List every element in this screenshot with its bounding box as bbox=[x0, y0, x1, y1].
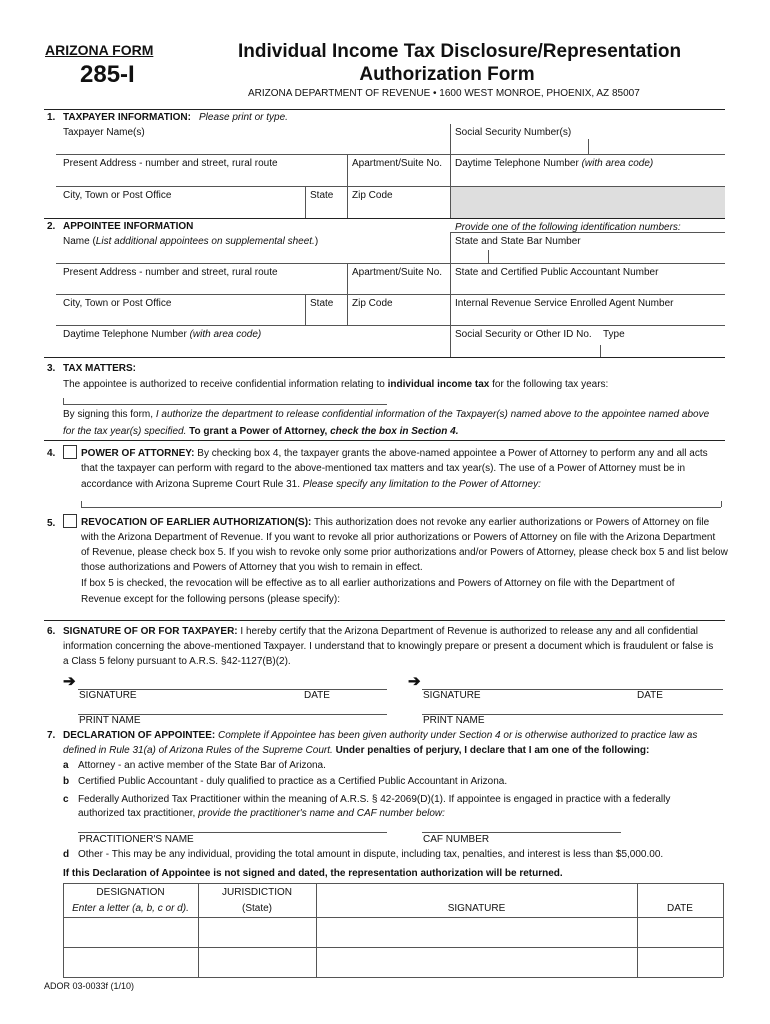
shaded-area bbox=[451, 186, 725, 218]
section-1-number: 1. bbox=[47, 112, 56, 123]
option-c-text-1: Federally Authorized Tax Practitioner within the meaning of A.R.S. § 42-2069(D)(1). If appointee is engaged in practice with a federally bbox=[78, 794, 671, 805]
taxpayer-zip-label: Zip Code bbox=[352, 190, 393, 201]
section-1-heading: TAXPAYER INFORMATION: bbox=[63, 112, 191, 123]
section-7-text-1: DECLARATION OF APPOINTEE: Complete if Appointee has been given authority under Section 4 or is otherwise authorized to practice law as bbox=[63, 730, 698, 741]
option-d-text: Other - This may be any individual, providing the total amount in dispute, including tax, penalties, and interest is less than $5,000.00. bbox=[78, 849, 664, 860]
signature-label-1: SIGNATURE bbox=[79, 690, 137, 701]
form-name: ARIZONA FORM bbox=[45, 42, 154, 58]
tax-years-line[interactable] bbox=[63, 404, 387, 405]
taxpayer-address-label: Present Address - number and street, rural route bbox=[63, 158, 278, 169]
irs-agent-label: Internal Revenue Service Enrolled Agent Number bbox=[455, 298, 674, 309]
section-7-text-2: defined in Rule 31(a) of Arizona Rules of the Supreme Court. Under penalties of perjury, I declare that I am one of the following: bbox=[63, 745, 650, 756]
print-name-label-2: PRINT NAME bbox=[423, 715, 485, 726]
section-3-number: 3. bbox=[47, 363, 56, 374]
section-7-number: 7. bbox=[47, 730, 56, 741]
col-designation-note: Enter a letter (a, b, c or d). bbox=[72, 903, 189, 914]
section-6-text-2: information concerning the above-mentioned Taxpayer. I understand that to knowingly prepare or present a document which is fraudulent or false is bbox=[63, 641, 714, 652]
section-6-text-3: a Class 5 felony pursuant to A.R.S. §42-1127(B)(2). bbox=[63, 656, 291, 667]
appointee-name-label: Name (List additional appointees on supplemental sheet.) bbox=[63, 236, 319, 247]
section-5-text-4: those authorizations and Powers of Attorney that you wish to remain in effect. bbox=[81, 562, 423, 573]
id-type-label: Type bbox=[603, 329, 625, 340]
section-2-heading: APPOINTEE INFORMATION bbox=[63, 221, 194, 232]
col-jurisdiction-note: (State) bbox=[241, 903, 272, 914]
taxpayer-apt-label: Apartment/Suite No. bbox=[352, 158, 443, 169]
authorization-text-2: for the tax year(s) specified. To grant a Power of Attorney, check the box in Section 4. bbox=[63, 426, 459, 437]
practitioner-name-line[interactable] bbox=[78, 832, 387, 833]
signature-arrow-icon: ➔ bbox=[408, 673, 421, 690]
caf-number-line[interactable] bbox=[422, 832, 621, 833]
section-5-number: 5. bbox=[47, 518, 56, 529]
option-b-letter: b bbox=[63, 776, 70, 787]
section-4-number: 4. bbox=[47, 448, 56, 459]
bar-number-label: State and State Bar Number bbox=[455, 236, 581, 247]
date-label-2: DATE bbox=[637, 690, 663, 701]
section-5-text-6: Revenue except for the following persons (please specify): bbox=[81, 594, 341, 605]
form-title-line2: Authorization Form bbox=[359, 64, 535, 85]
section-4-text-2: that the taxpayer can perform with regard to the above-mentioned tax matters and tax year(s). The use of a Power of Attorney must be in bbox=[81, 463, 686, 474]
power-of-attorney-checkbox[interactable] bbox=[63, 445, 77, 459]
taxpayer-phone-label: Daytime Telephone Number (with area code) bbox=[455, 158, 654, 169]
section-5-text-3: of Revenue, please check box 5. If you wish to revoke only some prior authorizations and/or Powers of Attorney, please check box 5 and list below bbox=[81, 547, 728, 558]
section-6-text-1: SIGNATURE OF OR FOR TAXPAYER: I hereby certify that the Arizona Department of Revenue is authorized to release any and all confidential bbox=[63, 626, 698, 637]
ssn-other-label: Social Security or Other ID No. bbox=[455, 329, 592, 340]
section-4-text-3: accordance with Arizona Supreme Court Rule 31. Please specify any limitation to the Power of Attorney: bbox=[81, 479, 541, 490]
section-5-text-1: REVOCATION OF EARLIER AUTHORIZATION(S): This authorization does not revoke any earlier authorizations or Powers of Attorney on file bbox=[81, 517, 710, 528]
section-5-text-5: If box 5 is checked, the revocation will be effective as to all earlier authorizations and Powers of Attorney on file with the Department of bbox=[81, 578, 675, 589]
col-designation-header: DESIGNATION bbox=[96, 887, 165, 898]
section-5-text-2: with the Arizona Department of Revenue. If you want to revoke all prior authorizations or Powers of Attorney on file with the Arizona Department bbox=[81, 532, 716, 543]
option-a-text: Attorney - an active member of the State Bar of Arizona. bbox=[78, 760, 326, 771]
appointee-address-label: Present Address - number and street, rural route bbox=[63, 267, 278, 278]
option-a-letter: a bbox=[63, 760, 69, 771]
section-4-text-1: POWER OF ATTORNEY: By checking box 4, the taxpayer grants the above-named appointee a Power of Attorney to perform any and all acts bbox=[81, 448, 708, 459]
col-signature-header: SIGNATURE bbox=[447, 903, 506, 914]
section-2-number: 2. bbox=[47, 221, 56, 232]
caf-number-label: CAF NUMBER bbox=[423, 834, 490, 845]
agency-address: ARIZONA DEPARTMENT OF REVENUE • 1600 WEST MONROE, PHOENIX, AZ 85007 bbox=[248, 88, 640, 99]
option-d-letter: d bbox=[63, 849, 70, 860]
print-name-label-1: PRINT NAME bbox=[79, 715, 141, 726]
taxpayer-ssn-label: Social Security Number(s) bbox=[455, 127, 572, 138]
form-title-line1: Individual Income Tax Disclosure/Representation bbox=[238, 41, 682, 62]
section-3-heading: TAX MATTERS: bbox=[63, 363, 136, 374]
section-1-note: Please print or type. bbox=[199, 112, 288, 123]
section-6-number: 6. bbox=[47, 626, 56, 637]
taxpayer-state-label: State bbox=[310, 190, 334, 201]
option-c-text-2: authorized tax practitioner, provide the practitioner's name and CAF number below: bbox=[78, 808, 445, 819]
option-c-letter: c bbox=[63, 794, 69, 805]
appointee-zip-label: Zip Code bbox=[352, 298, 393, 309]
date-label-1: DATE bbox=[304, 690, 330, 701]
form-number: 285-I bbox=[80, 61, 135, 88]
poa-limitation-line[interactable] bbox=[81, 507, 721, 508]
taxpayer-city-label: City, Town or Post Office bbox=[63, 190, 172, 201]
appointee-city-label: City, Town or Post Office bbox=[63, 298, 172, 309]
signature-arrow-icon: ➔ bbox=[63, 673, 76, 690]
appointee-apt-label: Apartment/Suite No. bbox=[352, 267, 443, 278]
col-date-header: DATE bbox=[667, 903, 693, 914]
option-b-text: Certified Public Accountant - duly qualified to practice as a Certified Public Accountant in Arizona. bbox=[78, 776, 508, 787]
taxpayer-name-label: Taxpayer Name(s) bbox=[63, 127, 145, 138]
signature-label-2: SIGNATURE bbox=[423, 690, 481, 701]
practitioner-name-label: PRACTITIONER'S NAME bbox=[79, 834, 194, 845]
authorization-text-1: By signing this form, I authorize the department to release confidential information of the Taxpayer(s) named above to the appointee named above bbox=[63, 409, 710, 420]
tax-matters-text: The appointee is authorized to receive confidential information relating to individual income tax for the following tax years: bbox=[63, 379, 609, 390]
form-code: ADOR 03-0033f (1/10) bbox=[44, 981, 135, 991]
col-jurisdiction-header: JURISDICTION bbox=[222, 887, 292, 898]
appointee-id-note: Provide one of the following identification numbers: bbox=[455, 222, 681, 233]
cpa-number-label: State and Certified Public Accountant Number bbox=[455, 267, 659, 278]
appointee-state-label: State bbox=[310, 298, 334, 309]
declaration-warning: If this Declaration of Appointee is not signed and dated, the representation authorization will be returned. bbox=[63, 868, 563, 879]
revocation-checkbox[interactable] bbox=[63, 514, 77, 528]
appointee-phone-label: Daytime Telephone Number (with area code) bbox=[63, 329, 262, 340]
